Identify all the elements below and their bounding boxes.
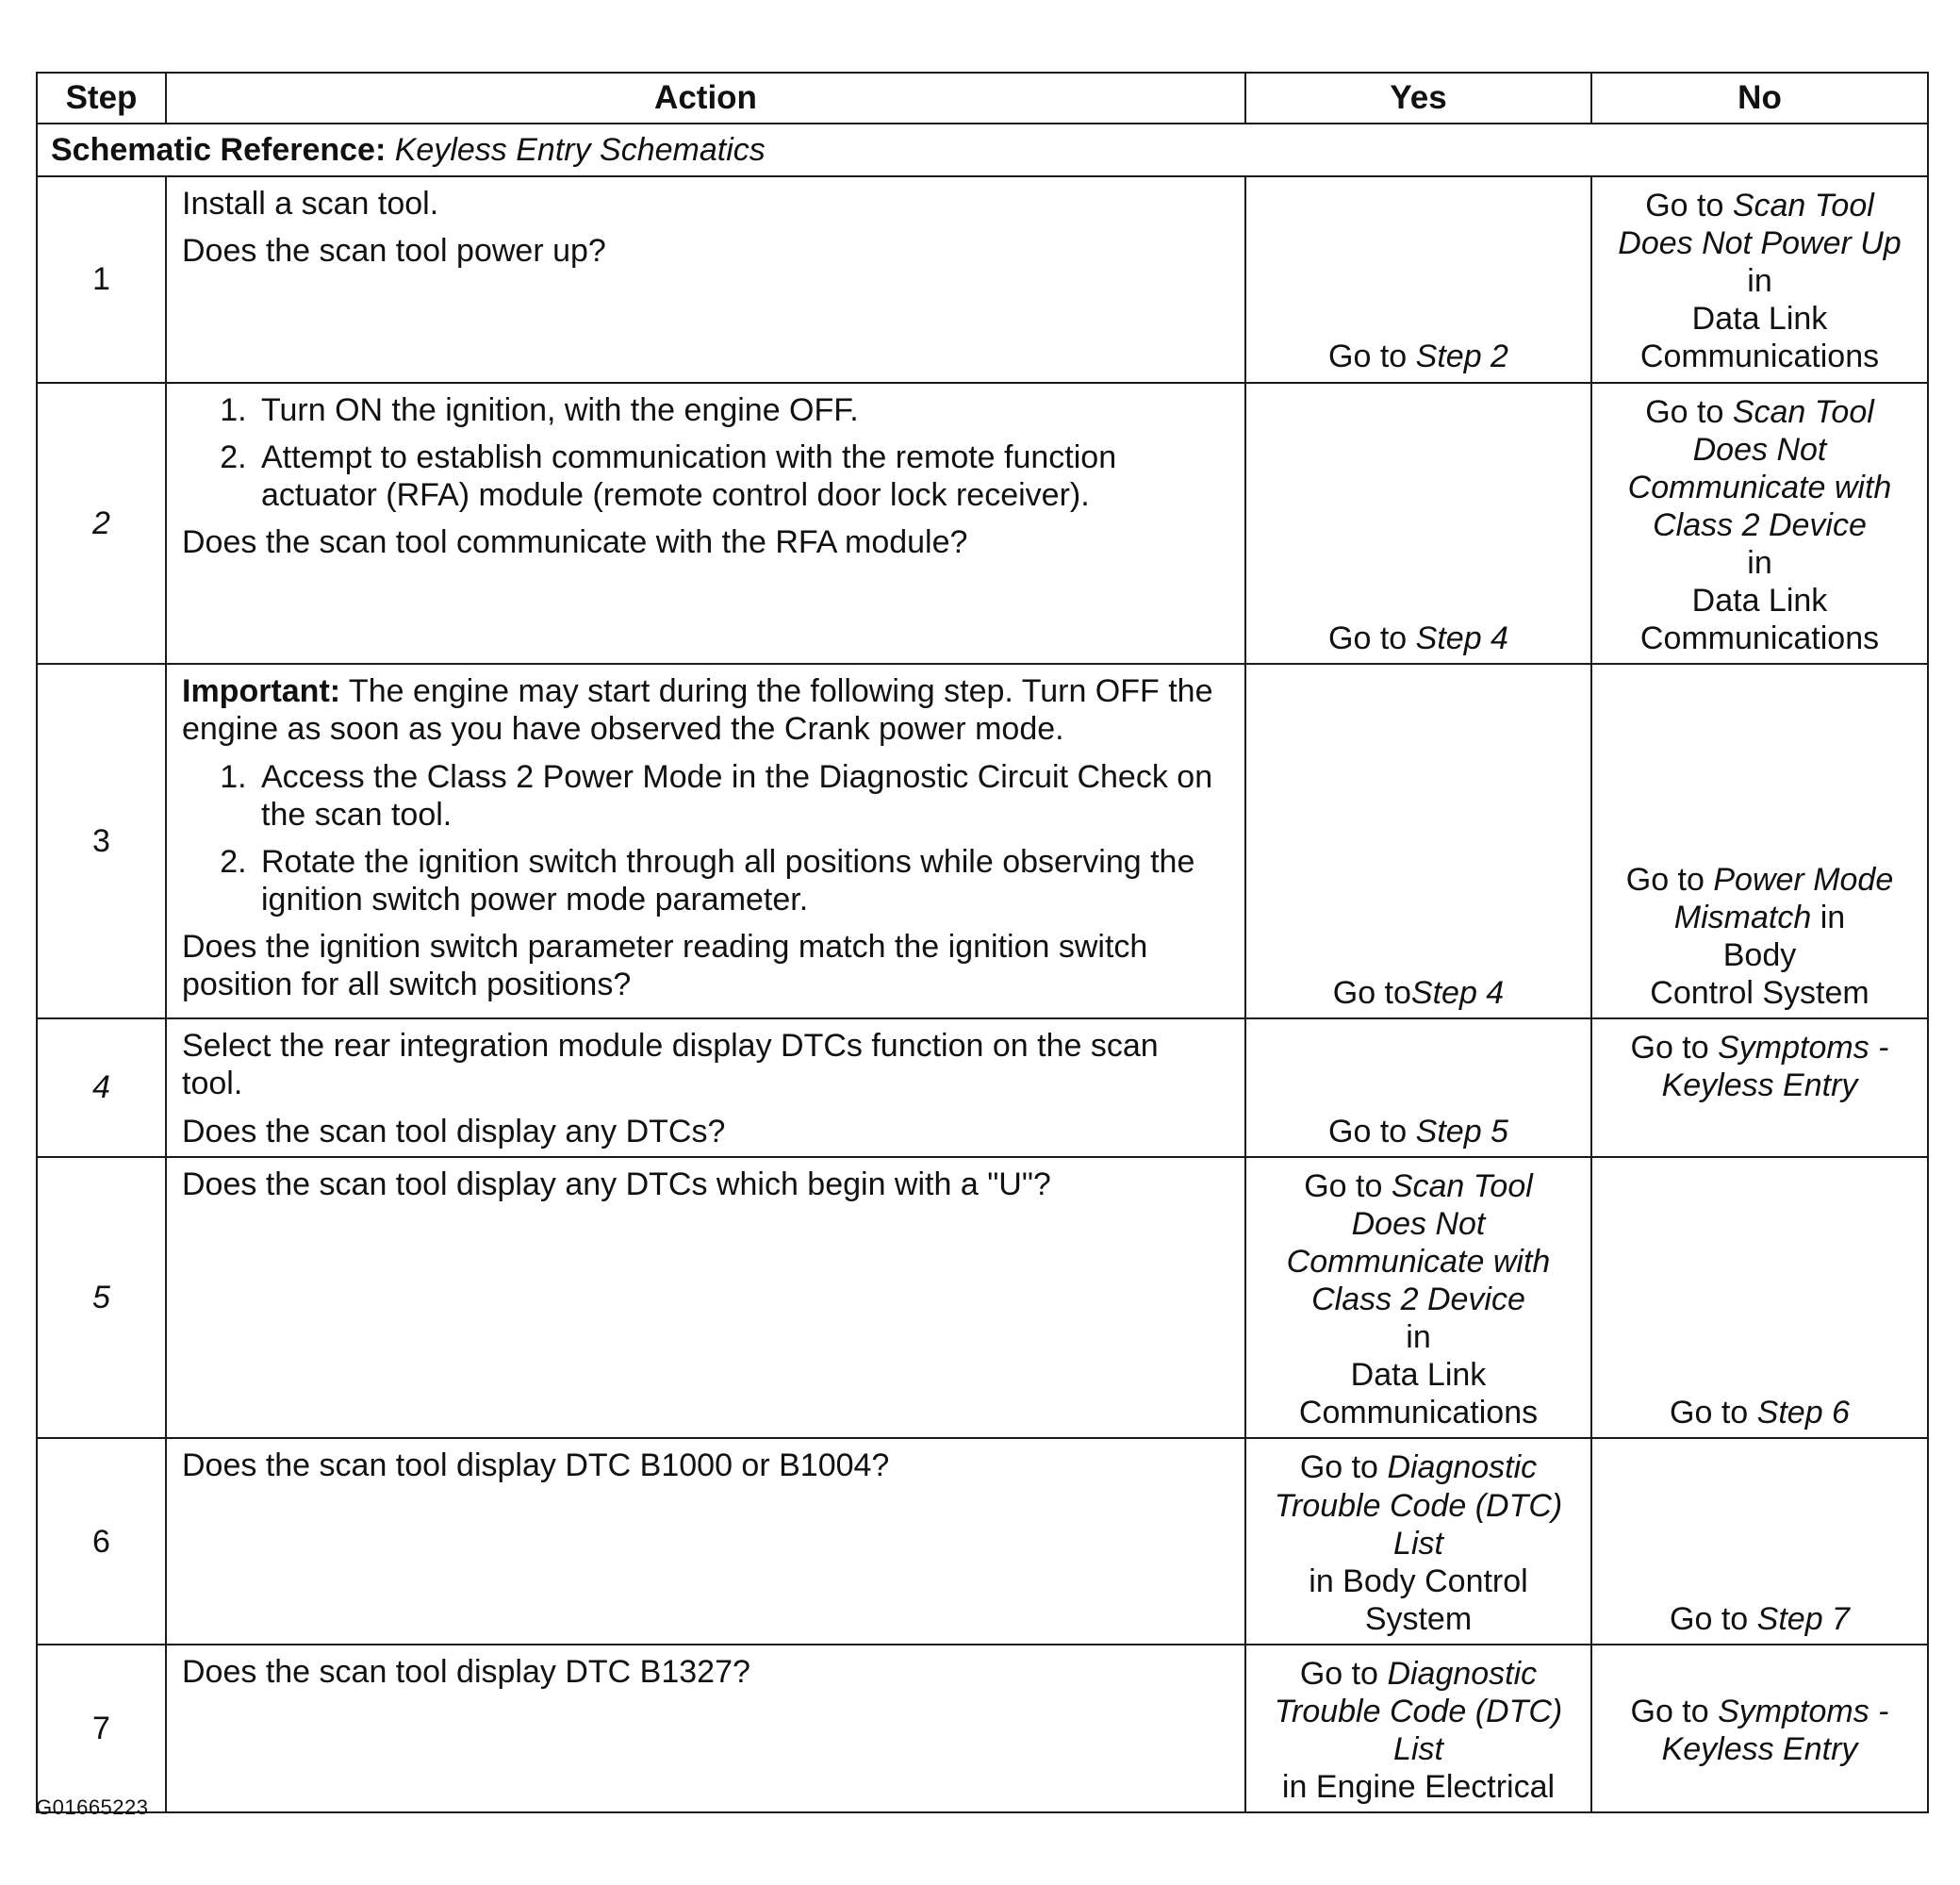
important-text: The engine may start during the following step. Turn OFF the engine as soon as you have observed the Crank power mode. bbox=[182, 673, 1213, 748]
yes-prefix: Go to bbox=[1304, 1167, 1383, 1204]
action-list-item: 2. Rotate the ignition switch through all positions while observing the ignition switch power mode parameter. bbox=[255, 843, 1227, 918]
action-cell bbox=[166, 1645, 1245, 1812]
no-link[interactable]: Mismatch bbox=[1673, 899, 1812, 935]
step-number: 4 bbox=[37, 1018, 166, 1156]
action-cell bbox=[166, 664, 1245, 1018]
action-cell bbox=[166, 383, 1245, 665]
no-prefix: Go to bbox=[1645, 393, 1724, 430]
yes-link[interactable]: Step 4 bbox=[1410, 975, 1505, 1012]
no-prefix: Go to bbox=[1630, 1694, 1709, 1730]
no-section: Data Link bbox=[1691, 301, 1828, 338]
action-list-item: 1. Access the Class 2 Power Mode in the Diagnostic Circuit Check on the scan tool. bbox=[255, 758, 1227, 834]
header-action: Action bbox=[166, 73, 1245, 124]
no-prefix: Go to bbox=[1670, 1600, 1749, 1637]
yes-cell bbox=[1245, 1157, 1591, 1439]
action-cell bbox=[166, 1157, 1245, 1439]
action-question: Does the ignition switch parameter reading match the ignition switch position for all switch positions? bbox=[182, 928, 1148, 1003]
no-prefix: Go to bbox=[1625, 861, 1705, 898]
no-section: Body bbox=[1722, 937, 1797, 974]
table-row bbox=[37, 664, 1928, 1018]
diagnostic-table bbox=[36, 72, 1929, 1813]
no-in: in bbox=[1747, 544, 1772, 581]
table-row bbox=[37, 1018, 1928, 1156]
yes-link[interactable]: Step 2 bbox=[1415, 339, 1508, 375]
no-link[interactable]: Scan Tool bbox=[1732, 188, 1874, 223]
yes-section: in Engine Electrical bbox=[1281, 1769, 1556, 1806]
action-question: Does the scan tool display any DTCs which begin with a "U"? bbox=[182, 1166, 1051, 1202]
no-section: Control System bbox=[1650, 975, 1869, 1012]
yes-section: System bbox=[1364, 1600, 1473, 1637]
yes-section: Communications bbox=[1298, 1395, 1539, 1431]
yes-prefix: Go to bbox=[1328, 620, 1408, 657]
no-link[interactable]: Symptoms - bbox=[1718, 1030, 1889, 1067]
step-number: 1 bbox=[37, 176, 166, 383]
no-link[interactable]: Step 7 bbox=[1756, 1600, 1850, 1637]
no-link[interactable]: Does Not Power Up bbox=[1618, 225, 1902, 262]
figure-id: G01665223 bbox=[36, 1795, 149, 1819]
no-link[interactable]: Keyless Entry bbox=[1661, 1731, 1858, 1768]
yes-cell bbox=[1245, 1438, 1591, 1645]
no-prefix: Go to bbox=[1645, 188, 1724, 223]
table-row bbox=[37, 176, 1928, 383]
yes-link[interactable]: Step 5 bbox=[1415, 1113, 1508, 1149]
table-row bbox=[37, 1157, 1928, 1439]
no-prefix: Go to bbox=[1670, 1395, 1749, 1431]
yes-link[interactable]: Trouble Code (DTC) bbox=[1274, 1694, 1563, 1730]
no-link[interactable]: Step 6 bbox=[1756, 1395, 1850, 1431]
table-row bbox=[37, 383, 1928, 665]
yes-link[interactable]: Class 2 Device bbox=[1311, 1281, 1525, 1317]
yes-cell bbox=[1245, 383, 1591, 665]
step-number: 7 bbox=[37, 1645, 166, 1812]
yes-link[interactable]: Diagnostic bbox=[1387, 1449, 1538, 1486]
action-list-item: 1. Turn ON the ignition, with the engine OFF. bbox=[255, 391, 1227, 429]
yes-in: in bbox=[1406, 1319, 1431, 1356]
yes-prefix: Go to bbox=[1328, 339, 1408, 375]
no-section: Communications bbox=[1639, 620, 1880, 657]
no-in: in bbox=[1747, 263, 1772, 300]
schematic-reference-link[interactable]: Keyless Entry Schematics bbox=[394, 131, 766, 168]
action-question: Does the scan tool display DTC B1000 or B1004? bbox=[182, 1447, 890, 1484]
header-step: Step bbox=[37, 73, 166, 124]
no-cell bbox=[1591, 383, 1928, 665]
no-cell bbox=[1591, 1018, 1928, 1156]
no-link[interactable]: Communicate with bbox=[1627, 469, 1892, 505]
important-note bbox=[182, 672, 1227, 748]
schematic-reference bbox=[37, 124, 1928, 176]
action-cell bbox=[166, 1018, 1245, 1156]
table-row bbox=[37, 1645, 1928, 1812]
no-prefix: Go to bbox=[1630, 1030, 1709, 1067]
action-question: Does the scan tool display any DTCs? bbox=[182, 1113, 726, 1149]
no-link[interactable]: Scan Tool bbox=[1732, 393, 1874, 430]
no-cell bbox=[1591, 664, 1928, 1018]
table-row bbox=[37, 1438, 1928, 1645]
no-link[interactable]: Symptoms - bbox=[1718, 1694, 1889, 1730]
yes-prefix: Go to bbox=[1299, 1655, 1378, 1692]
no-section: Communications bbox=[1639, 339, 1880, 375]
action-list bbox=[182, 391, 1227, 514]
action-text: Select the rear integration module display DTCs function on the scan tool. bbox=[182, 1028, 1159, 1102]
action-question: Does the scan tool display DTC B1327? bbox=[182, 1653, 750, 1690]
yes-link[interactable]: Trouble Code (DTC) bbox=[1274, 1487, 1563, 1524]
yes-cell bbox=[1245, 664, 1591, 1018]
step-number: 3 bbox=[37, 664, 166, 1018]
step-number: 6 bbox=[37, 1438, 166, 1645]
no-cell bbox=[1591, 1438, 1928, 1645]
yes-link[interactable]: List bbox=[1393, 1731, 1443, 1768]
yes-section: Data Link bbox=[1350, 1357, 1487, 1394]
yes-prefix: Go to bbox=[1328, 1113, 1408, 1149]
action-cell bbox=[166, 1438, 1245, 1645]
no-section: Data Link bbox=[1691, 583, 1828, 620]
action-question: Does the scan tool communicate with the RFA module? bbox=[182, 523, 968, 560]
no-link[interactable]: Class 2 Device bbox=[1653, 506, 1867, 543]
yes-link[interactable]: Step 4 bbox=[1415, 620, 1508, 657]
no-in: in bbox=[1811, 899, 1846, 935]
schematic-reference-label: Schematic Reference: bbox=[51, 131, 387, 168]
yes-link[interactable]: List bbox=[1393, 1525, 1443, 1562]
important-label: Important: bbox=[182, 673, 341, 710]
header-row bbox=[37, 73, 1928, 124]
yes-cell bbox=[1245, 1018, 1591, 1156]
no-link[interactable]: Keyless Entry bbox=[1661, 1067, 1858, 1104]
action-list bbox=[182, 758, 1227, 918]
yes-cell bbox=[1245, 1645, 1591, 1812]
step-number: 5 bbox=[37, 1157, 166, 1439]
yes-section: in Body Control bbox=[1309, 1563, 1528, 1599]
schematic-reference-row bbox=[37, 124, 1928, 176]
no-link[interactable]: Power Mode bbox=[1713, 861, 1894, 898]
no-cell bbox=[1591, 176, 1928, 383]
yes-prefix: Go to bbox=[1332, 975, 1411, 1012]
action-text: Install a scan tool. bbox=[182, 186, 439, 222]
step-number: 2 bbox=[37, 383, 166, 665]
header-yes: Yes bbox=[1245, 73, 1591, 124]
action-list-item: 2. Attempt to establish communication with the remote function actuator (RFA) module (remote control door lock receiver). bbox=[255, 438, 1227, 514]
action-question: Does the scan tool power up? bbox=[182, 233, 606, 270]
no-link[interactable]: Does Not bbox=[1692, 431, 1827, 468]
yes-link[interactable]: Does Not bbox=[1351, 1205, 1486, 1242]
no-cell bbox=[1591, 1645, 1928, 1812]
yes-link[interactable]: Communicate with bbox=[1286, 1243, 1551, 1280]
action-cell bbox=[166, 176, 1245, 383]
yes-cell bbox=[1245, 176, 1591, 383]
yes-prefix: Go to bbox=[1299, 1449, 1378, 1486]
yes-link[interactable]: Diagnostic bbox=[1387, 1655, 1538, 1692]
yes-link[interactable]: Scan Tool bbox=[1391, 1167, 1533, 1204]
header-no: No bbox=[1591, 73, 1928, 124]
no-cell bbox=[1591, 1157, 1928, 1439]
